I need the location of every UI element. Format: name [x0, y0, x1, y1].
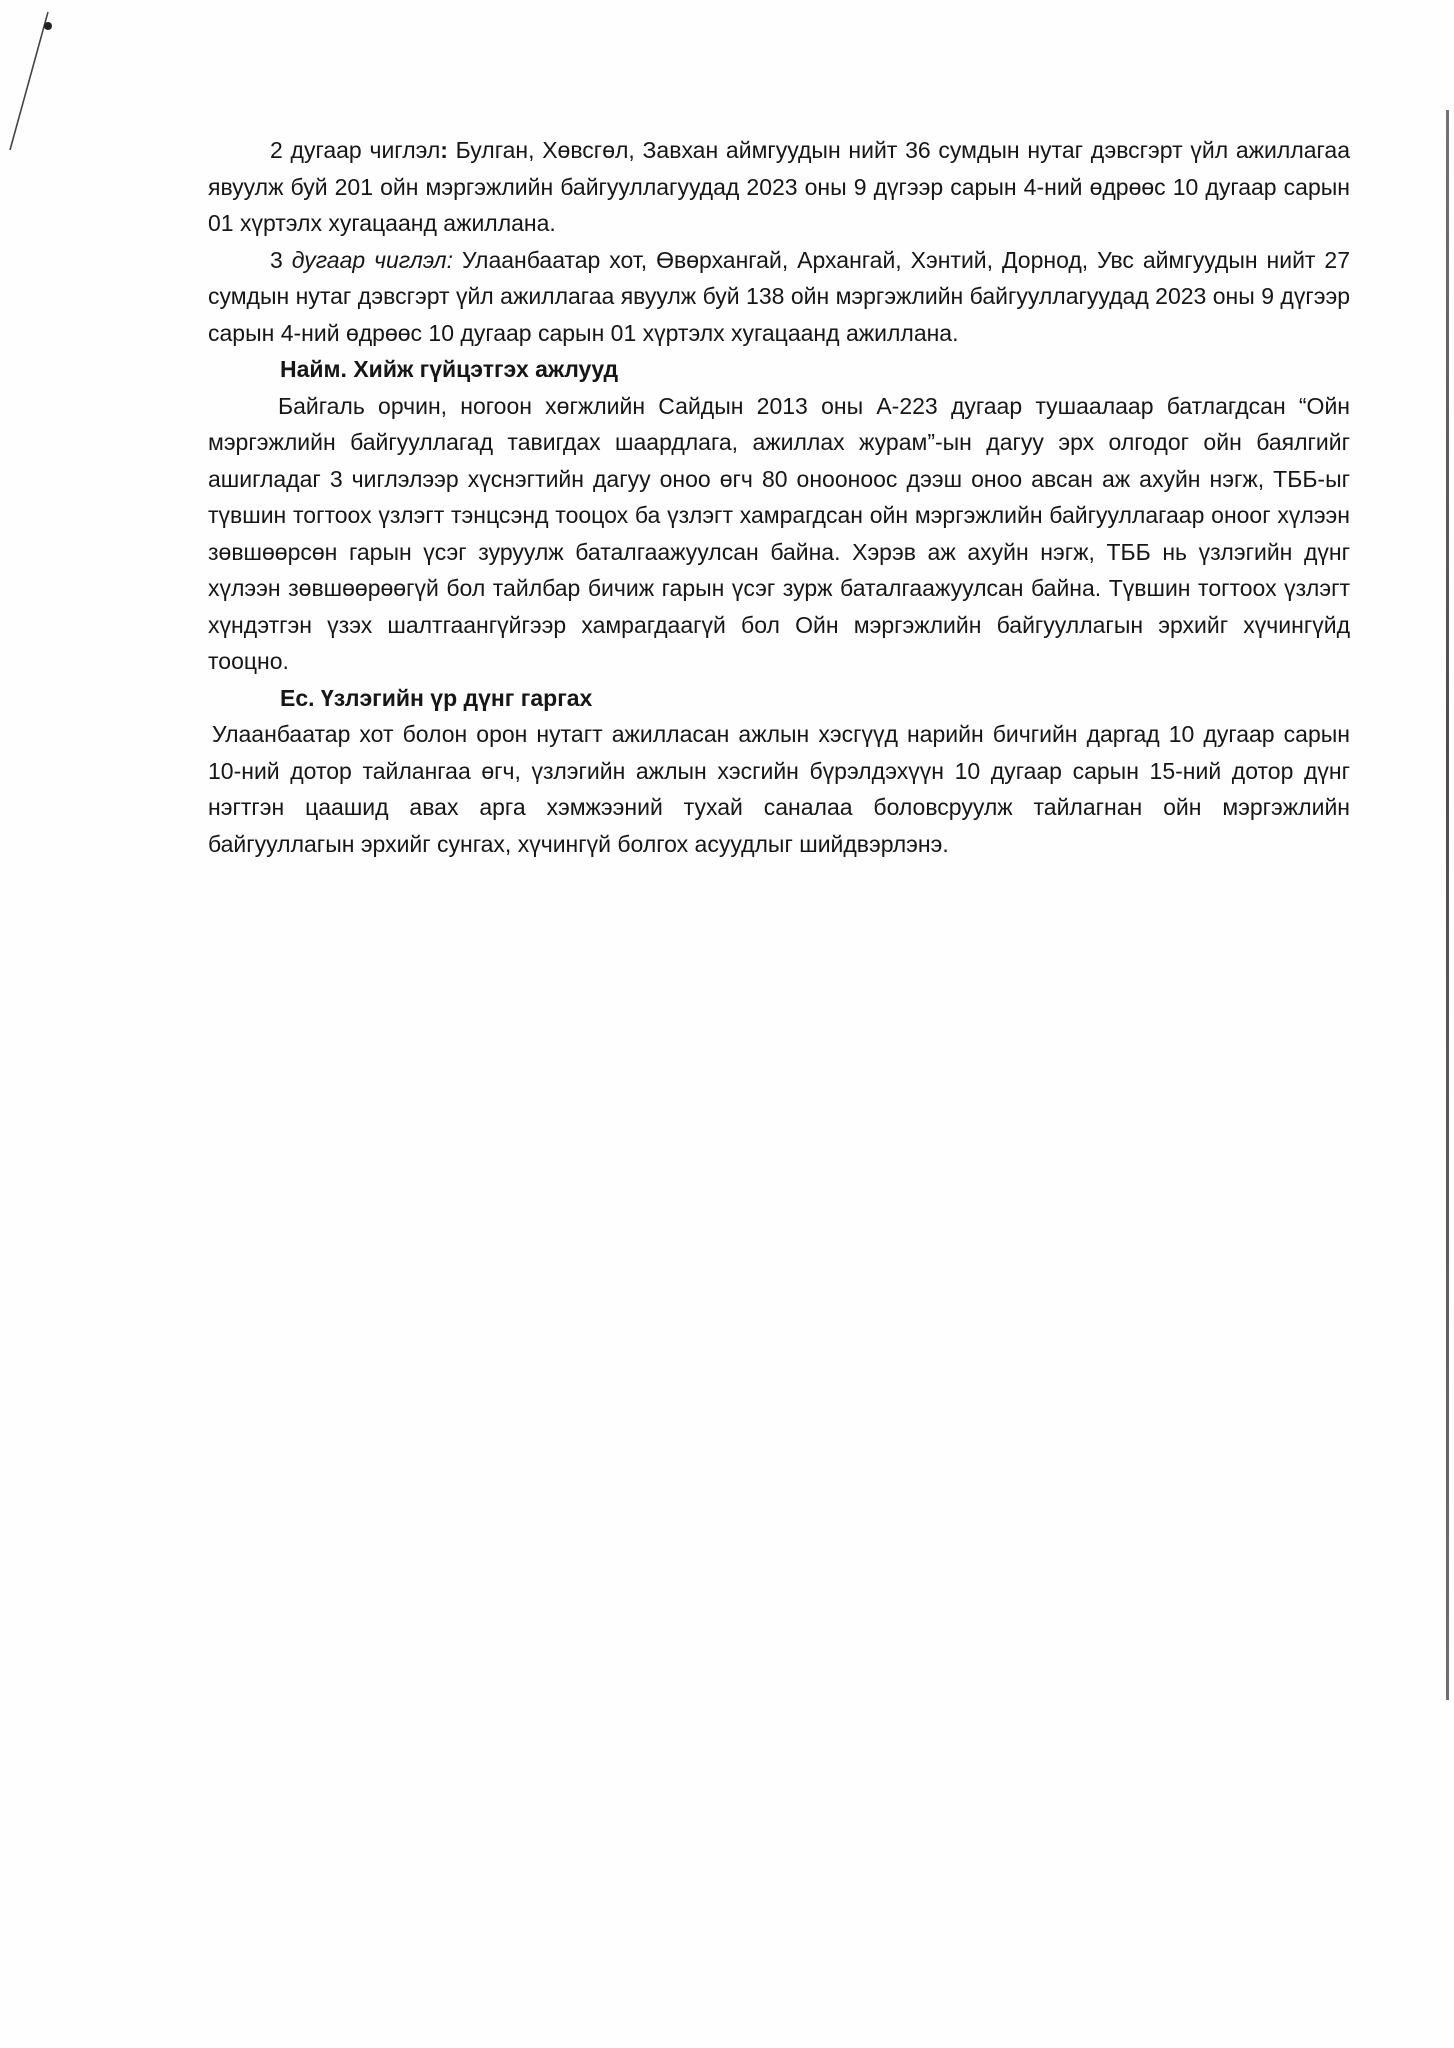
- section-8-paragraph: Байгаль орчин, ногоон хөгжлийн Сайдын 2013 оны А-223 дугаар тушаалаар батлагдсан “Ойн мэргэжлийн байгууллагад тавигдах шаардлага, ажиллах журам”-ын дагуу эрх олгодог ойн баялгийг ашигладаг 3 чиглэлээр хүснэгтийн дагуу оноо өгч 80 онооноос дээш оноо авсан аж ахуйн нэгж, ТББ-ыг түвшин тогтоох үзлэгт тэнцсэнд тооцох ба үзлэгт хамрагдсан ойн мэргэжлийн байгууллагаар оноог хүлээн зөвшөөрсөн гарын үсэг зуруулж баталгаажуулсан байна. Хэрэв аж ахуйн нэгж, ТББ нь үзлэгийн дүнг хүлээн зөвшөөрөөгүй бол тайлбар бичиж гарын үсэг зурж баталгаажуулсан байна. Түвшин тогтоох үзлэгт хүндэтгэн үзэх шалтгаангүйгээр хамрагдаагүй бол Ойн мэргэжлийн байгууллагын эрхийг хүчингүйд тооцно.: [208, 392, 1350, 674]
- section-9-paragraph: Улаанбаатар хот болон орон нутагт ажилласан ажлын хэсгүүд нарийн бичгийн даргад 10 дугаар сарын 10-ний дотор тайлангаа өгч, үзлэгийн ажлын хэсгийн бүрэлдэхүүн 10 дугаар сарын 15-ний дотор дүнг нэгтгэн цаашид авах арга хэмжээний тухай саналаа боловсруулж тайлагнан ойн мэргэжлийн байгууллагын эрхийг сунгах, хүчингүй болгох асуудлыг шийдвэрлэнэ.: [208, 721, 1350, 857]
- page-edge-shadow: [1446, 110, 1449, 1700]
- paragraph-direction-2: [208, 132, 1350, 242]
- direction-2-number: 2: [270, 137, 283, 163]
- direction-2-label: дугаар чиглэл: [290, 137, 441, 163]
- direction-3-label: дугаар чиглэл:: [291, 246, 454, 273]
- direction-3-text: Улаанбаатар хот, Өвөрхангай, Архангай, Хэнтий, Дорнод, Увс аймгуудын нийт 27 сумдын нутаг дэвсгэрт үйл ажиллагаа явуулж буй 138 ойн мэргэжлийн байгууллагуудад 2023 оны 9 дүгээр сарын 4-ний өдрөөс 10 дугаар сарын 01 хүртэлх хугацаанд ажиллана.: [208, 246, 1350, 346]
- direction-3-number: 3: [270, 246, 283, 273]
- direction-2-text: Булган, Хөвсгөл, Завхан аймгуудын нийт 36 сумдын нутаг дэвсгэрт үйл ажиллагаа явуулж буй 201 ойн мэргэжлийн байгууллагуудад 2023 оны 9 дүгээр сарын 4-ний өдрөөс 10 дугаар сарын 01 хүртэлх хугацаанд ажиллана.: [208, 137, 1350, 236]
- direction-2-colon: :: [440, 137, 448, 163]
- section-8-heading: Найм. Хийж гүйцэтгэх ажлууд: [280, 356, 619, 382]
- document-body: [208, 132, 1350, 862]
- punch-mark: [4, 12, 64, 152]
- section-9-heading: Ес. Үзлэгийн үр дүнг гаргах: [280, 684, 593, 711]
- paragraph-direction-3: [208, 242, 1350, 352]
